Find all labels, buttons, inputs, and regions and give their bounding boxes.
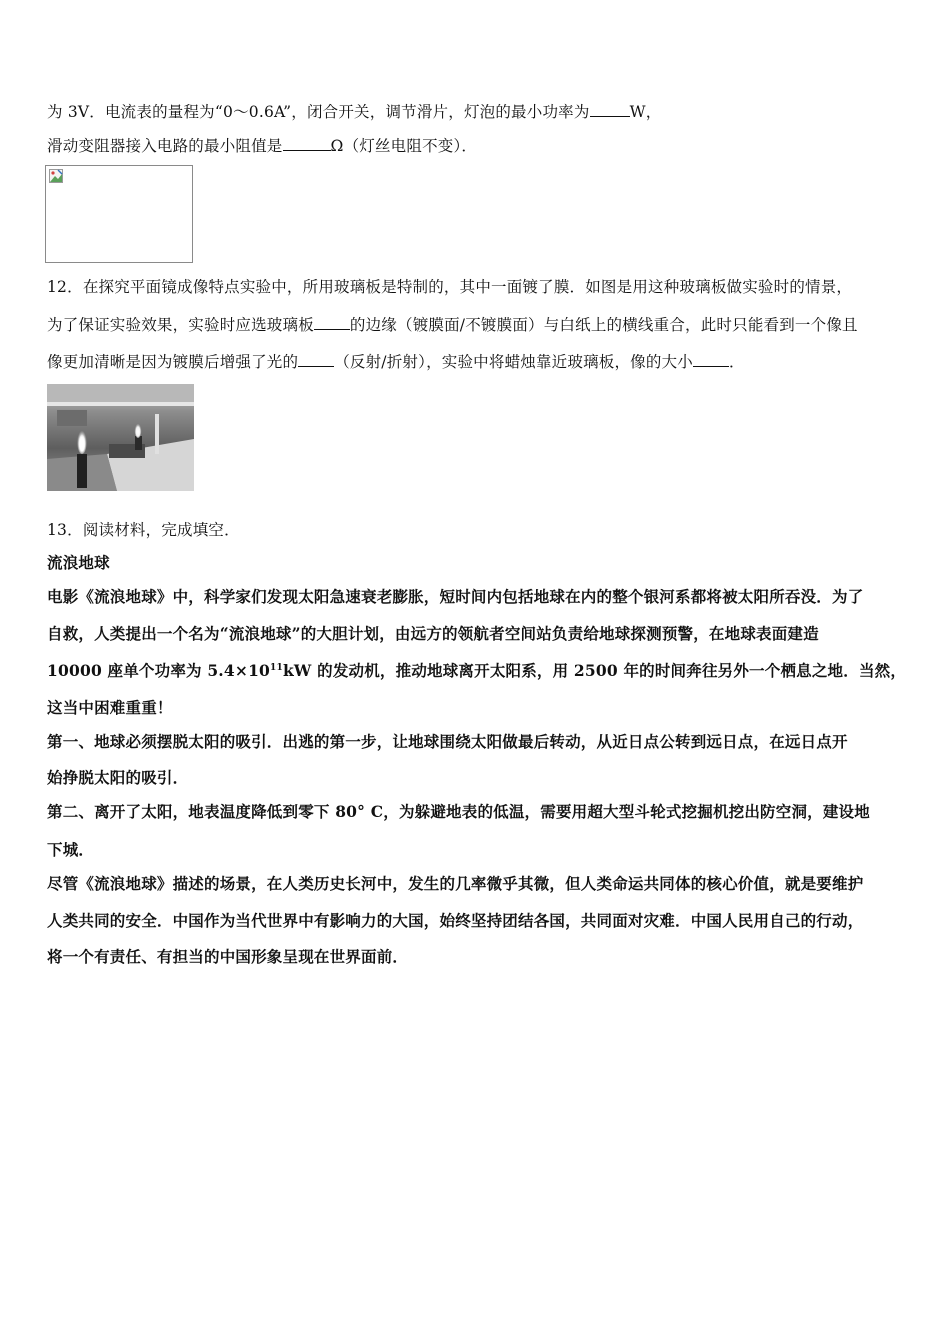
candle-glass-illustration	[47, 384, 194, 491]
q12-line-3	[47, 352, 745, 372]
answer-blank[interactable]	[283, 136, 331, 151]
reading-text: 电影《流浪地球》中，科学家们发现太阳急速衰老膨胀，短时间内包括地球在内的整个银河系都将被太阳所吞没．为了	[47, 587, 864, 606]
reading-p2-line-2	[47, 768, 188, 788]
q11-text: 为 3V．电流表的量程为“0～0.6A”，闭合开关，调节滑片，灯泡的最小功率为	[47, 103, 590, 121]
reading-text: kW 的发动机，推动地球离开太阳系，用 2500 年的时间奔往另外一个栖息之地．当然，	[282, 661, 907, 680]
q11-line-2	[47, 136, 477, 156]
reading-p3-line-1	[47, 802, 870, 822]
reading-title-text: 流浪地球	[47, 553, 110, 572]
reading-title	[47, 553, 110, 573]
q12-text: 为了保证实验效果，实验时应选玻璃板	[47, 316, 314, 334]
reading-text: 自救，人类提出一个名为“流浪地球”的大胆计划，由远方的领航者空间站负责给地球探测预警，在地球表面建造	[47, 624, 819, 643]
q12-text: （反射/折射），实验中将蜡烛靠近玻璃板，像的大小	[334, 353, 693, 371]
answer-blank[interactable]	[590, 102, 630, 117]
reading-p1-line-3	[47, 661, 906, 681]
q13-heading-text: 13．阅读材料，完成填空．	[47, 521, 240, 539]
reading-p1-line-1	[47, 587, 863, 607]
reading-text: 尽管《流浪地球》描述的场景，在人类历史长河中，发生的几率微乎其微，但人类命运共同体的核心价值，就是要维护	[47, 874, 864, 893]
q12-text: 的边缘（镀膜面/不镀膜面）与白纸上的横线重合，此时只能看到一个像且	[349, 316, 858, 334]
reading-p1-line-4	[47, 698, 173, 718]
q11-text: Ω（灯丝电阻不变）．	[330, 137, 478, 155]
answer-blank[interactable]	[693, 352, 729, 367]
reading-text: 10000 座单个功率为 5.4×10	[47, 661, 271, 680]
q11-text: 滑动变阻器接入电路的最小阻值是	[47, 137, 283, 155]
reading-p2-line-1	[47, 732, 848, 752]
reading-text: 这当中困难重重！	[47, 698, 173, 717]
reading-text: 第一、地球必须摆脱太阳的吸引．出逃的第一步，让地球围绕太阳做最后转动，从近日点公转到远日点，在远日点开	[47, 732, 848, 751]
reading-p4-line-1	[47, 874, 863, 894]
q12-text: ．	[728, 353, 745, 371]
answer-blank[interactable]	[298, 352, 334, 367]
reading-p3-line-2	[47, 840, 94, 860]
broken-image-icon	[49, 169, 63, 183]
reading-p1-line-2	[47, 624, 819, 644]
q12-line-1	[47, 277, 852, 297]
exponent: 11	[270, 662, 283, 673]
reading-text: 始挣脱太阳的吸引．	[47, 768, 189, 787]
reading-text: 第二、离开了太阳，地表温度降低到零下 80° C，为躲避地表的低温，需要用超大型斗轮式挖掘机挖出防空洞，建设地	[47, 802, 870, 821]
mirror-experiment-photo	[47, 384, 194, 491]
q11-line-1	[47, 102, 661, 122]
q11-text: W，	[629, 103, 662, 121]
reading-text: 将一个有责任、有担当的中国形象呈现在世界面前．	[47, 947, 409, 966]
reading-text: 下城．	[47, 840, 95, 859]
q12-text: 12．在探究平面镜成像特点实验中，所用玻璃板是特制的，其中一面镀了膜．如图是用这种玻璃板做实验时的情景，	[47, 278, 853, 296]
q13-heading	[47, 520, 240, 540]
q12-text: 像更加清晰是因为镀膜后增强了光的	[47, 353, 299, 371]
reading-text: 人类共同的安全．中国作为当代世界中有影响力的大国，始终坚持团结各国，共同面对灾难．中国人民用自己的行动，	[47, 911, 864, 930]
reading-p4-line-3	[47, 947, 408, 967]
answer-blank[interactable]	[314, 315, 350, 330]
broken-image-placeholder	[45, 165, 193, 263]
q12-line-2	[47, 315, 858, 335]
reading-p4-line-2	[47, 911, 863, 931]
